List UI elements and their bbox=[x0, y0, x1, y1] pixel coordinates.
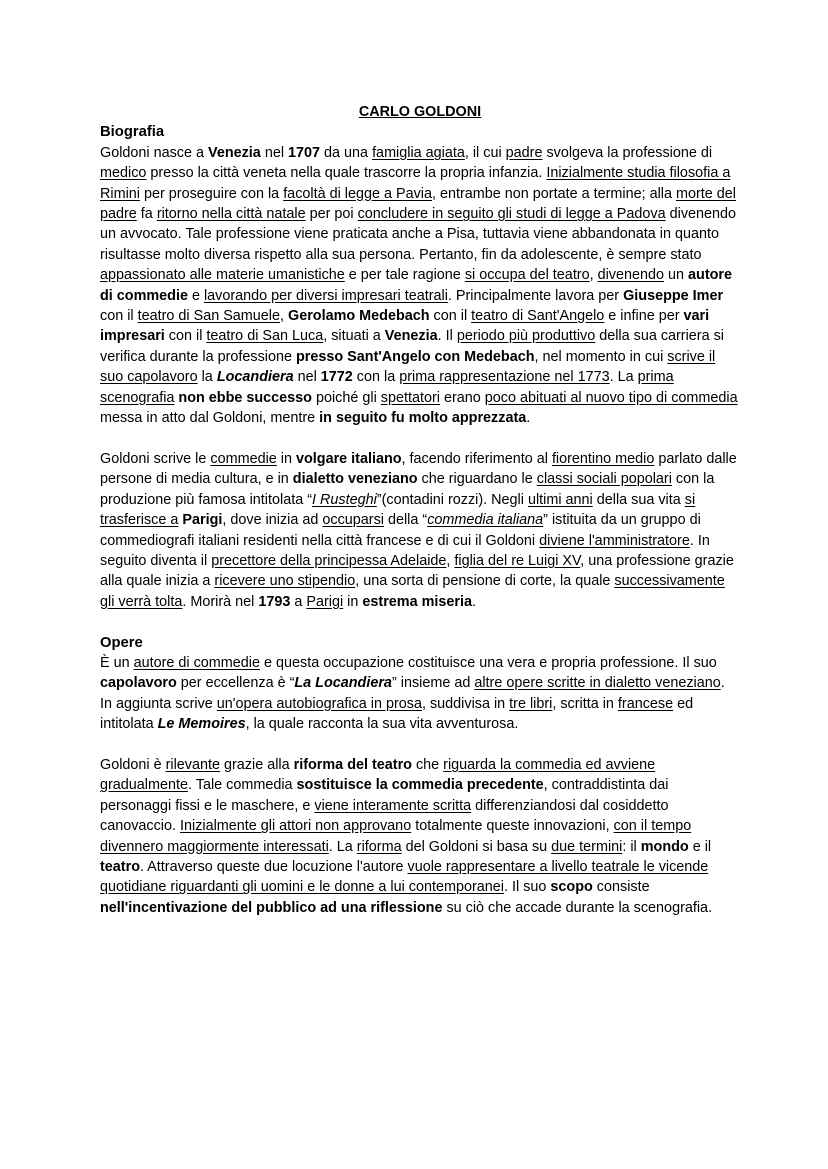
text-run: . Attraverso queste due locuzione l'autore bbox=[139, 858, 408, 875]
paragraph-gap bbox=[100, 429, 740, 449]
text-run: facoltà di legge a Pavia bbox=[283, 185, 432, 202]
text-run: Le Memoires bbox=[157, 716, 246, 733]
text-run: capolavoro bbox=[100, 675, 177, 692]
text-run: del Goldoni si basa su bbox=[401, 838, 552, 855]
text-run: si trasferisce a bbox=[100, 491, 696, 529]
text-run: , dove inizia ad bbox=[222, 512, 323, 529]
text-run: : il bbox=[622, 838, 641, 855]
text-run: autore di commedie bbox=[133, 654, 260, 671]
text-run: in bbox=[276, 450, 296, 467]
text-run: rilevante bbox=[165, 756, 221, 773]
text-run: occuparsi bbox=[322, 512, 384, 529]
text-run: sostituisce la commedia precedente bbox=[296, 777, 544, 794]
text-run: divenendo bbox=[597, 267, 665, 284]
text-run: con il bbox=[100, 308, 138, 325]
text-run: un bbox=[664, 267, 689, 284]
text-run: , nel momento in cui bbox=[534, 348, 668, 365]
text-run: Locandiera bbox=[216, 369, 294, 386]
text-run: medico bbox=[100, 165, 147, 182]
text-run: . La bbox=[328, 838, 357, 855]
text-run: , bbox=[446, 552, 455, 569]
text-run: parlato dalle persone di media cultura, e in bbox=[100, 450, 737, 488]
text-run: , bbox=[589, 267, 598, 284]
text-run: da una bbox=[320, 144, 373, 161]
text-run: erano bbox=[439, 389, 485, 406]
text-run: , suddivisa in bbox=[421, 695, 510, 712]
text-run: volgare italiano bbox=[295, 450, 402, 467]
text-run: e infine per bbox=[604, 308, 684, 325]
text-run: , entrambe non portate a termine; alla bbox=[432, 185, 676, 202]
text-run: con il bbox=[429, 308, 472, 325]
text-run: e il bbox=[688, 838, 712, 855]
text-run: 1793 bbox=[258, 593, 291, 610]
text-run: riforma bbox=[356, 838, 402, 855]
text-run: un'opera autobiografica in prosa bbox=[216, 695, 422, 712]
text-run: mondo bbox=[640, 838, 689, 855]
text-run: scrive il suo capolavoro bbox=[100, 348, 716, 386]
text-run: morte del padre bbox=[100, 185, 736, 223]
text-run: in bbox=[343, 593, 363, 610]
text-run: teatro di San Samuele bbox=[137, 308, 280, 325]
text-run: Goldoni scrive le bbox=[100, 450, 211, 467]
text-run: . Morirà nel bbox=[182, 593, 259, 610]
text-run: Goldoni nasce a bbox=[100, 144, 209, 161]
text-run: . In aggiunta scrive bbox=[100, 675, 725, 712]
text-run: svolgeva la professione di bbox=[542, 144, 713, 161]
text-run: non ebbe successo bbox=[178, 389, 312, 406]
text-run: Inizialmente studia filosofia a Rimini bbox=[100, 165, 731, 202]
text-run: consiste bbox=[592, 879, 650, 896]
text-run: prima scenografia bbox=[100, 369, 674, 406]
text-run: . Tale commedia bbox=[188, 777, 297, 794]
text-run: della sua carriera si verifica durante la professione bbox=[100, 328, 724, 365]
text-run: in seguito fu molto apprezzata bbox=[319, 410, 527, 427]
text-run: fa bbox=[136, 206, 157, 223]
text-run: e per tale ragione bbox=[344, 267, 465, 284]
document-page bbox=[100, 102, 740, 918]
text-run: due termini bbox=[551, 838, 623, 855]
text-run: 1772 bbox=[320, 369, 353, 386]
text-run: commedia italiana bbox=[427, 512, 544, 529]
text-run: , scritta in bbox=[552, 695, 618, 712]
text-run: ” istituita da un gruppo di commediografi italiani residenti nella città francese e di cui il Goldoni bbox=[100, 512, 701, 549]
section-heading-biografia: Biografia bbox=[100, 124, 165, 141]
text-run: che bbox=[411, 756, 444, 773]
text-run: riforma del teatro bbox=[293, 756, 412, 773]
text-run: della “ bbox=[383, 512, 428, 529]
text-run: divenendo un avvocato. Tale professione viene praticata anche a Pisa, tuttavia viene abbandonata in quanto risultasse molto diversa rispetto alla sua persona. Pertanto, fin da adolescente, è sempre stato bbox=[100, 206, 737, 263]
text-run: della sua vita bbox=[592, 491, 685, 508]
text-run: Venezia bbox=[384, 328, 438, 345]
text-run: commedie bbox=[210, 450, 277, 467]
text-run: viene interamente scritta bbox=[314, 797, 472, 814]
text-run: prima rappresentazione nel 1773 bbox=[399, 369, 610, 386]
text-run: con la bbox=[352, 369, 400, 386]
text-run: , una professione grazie alla quale inizia a bbox=[100, 552, 734, 590]
text-run: . In seguito diventa il bbox=[100, 532, 710, 569]
text-run: altre opere scritte in dialetto veneziano bbox=[474, 675, 721, 692]
text-run: . bbox=[526, 410, 531, 427]
text-run: totalmente queste innovazioni, bbox=[411, 818, 614, 835]
text-run: teatro di Sant'Angelo bbox=[471, 308, 605, 325]
text-run: , contraddistinta dai personaggi fissi e le maschere, e bbox=[100, 777, 669, 814]
text-run: classi sociali popolari bbox=[536, 471, 672, 488]
text-run: , facendo riferimento al bbox=[401, 450, 552, 467]
text-run: Giuseppe Imer bbox=[623, 287, 724, 304]
text-run: . Il suo bbox=[504, 879, 551, 896]
text-run: periodo più produttivo bbox=[456, 328, 596, 345]
text-run: presso la città veneta nella quale trascorre la propria infanzia. bbox=[146, 165, 547, 182]
text-run: . Principalmente lavora per bbox=[447, 287, 624, 304]
text-run: , il cui bbox=[464, 144, 506, 161]
text-run: scopo bbox=[550, 879, 593, 896]
text-run: , bbox=[280, 308, 288, 325]
text-run: poiché gli bbox=[311, 389, 381, 406]
text-run: , una sorta di pensione di corte, la quale bbox=[355, 573, 615, 590]
text-run: Parigi bbox=[182, 512, 223, 529]
document-title: CARLO GOLDONI bbox=[358, 104, 482, 120]
text-run: francese bbox=[617, 695, 674, 712]
text-run: padre bbox=[505, 144, 543, 161]
text-run: appassionato alle materie umanistiche bbox=[100, 267, 345, 284]
text-run: la bbox=[197, 369, 217, 386]
text-run: per proseguire con la bbox=[139, 185, 284, 202]
text-run: tre libri bbox=[509, 695, 553, 712]
text-run: I Rusteghi bbox=[312, 491, 377, 508]
text-run: Negli bbox=[491, 491, 528, 508]
text-run: ” insieme ad bbox=[391, 675, 475, 692]
text-run: . Il bbox=[437, 328, 457, 345]
text-run: con il tempo divennero maggiormente interessati bbox=[100, 818, 692, 855]
text-run: messa in atto dal Goldoni, mentre bbox=[100, 410, 320, 427]
text-run: concludere in seguito gli studi di legge a Padova bbox=[357, 206, 666, 223]
text-run: si occupa del teatro bbox=[464, 267, 590, 284]
text-run: teatro bbox=[100, 858, 140, 875]
text-run: per poi bbox=[305, 206, 358, 223]
text-run: lavorando per diversi impresari teatrali bbox=[203, 287, 448, 304]
text-run: . bbox=[472, 593, 476, 610]
text-run: ritorno nella città natale bbox=[156, 206, 306, 223]
text-run: estrema miseria bbox=[362, 593, 472, 610]
text-run: per eccellenza è “ bbox=[176, 675, 295, 692]
text-run: È un bbox=[100, 654, 134, 671]
text-run: diviene l'amministratore bbox=[539, 532, 690, 549]
text-run: ”(contadini rozzi). bbox=[376, 491, 492, 508]
text-run: spettatori bbox=[380, 389, 440, 406]
text-run: ricevere uno stipendio bbox=[214, 573, 356, 590]
text-run: ultimi anni bbox=[527, 491, 593, 508]
section-heading-opere: Opere bbox=[100, 634, 143, 651]
text-run: e bbox=[187, 287, 204, 304]
text-run: famiglia agiata bbox=[372, 144, 465, 161]
text-run: successivamente gli verrà tolta bbox=[100, 573, 725, 610]
text-run: autore di commedie bbox=[100, 267, 733, 304]
text-run: su ciò che accade durante la scenografia. bbox=[442, 899, 713, 916]
text-run: Goldoni è bbox=[100, 756, 166, 773]
text-run: grazie alla bbox=[220, 756, 294, 773]
paragraph-gap bbox=[100, 735, 740, 755]
text-run: figlia del re Luigi XV bbox=[454, 552, 581, 569]
text-run: riguarda la commedia ed avviene gradualmente bbox=[100, 756, 656, 794]
text-run: con il bbox=[164, 328, 207, 345]
text-run: vuole rappresentare a livello teatrale le vicende quotidiane riguardanti gli uomini e le donne a lui contemporanei bbox=[100, 858, 709, 896]
text-run: ed intitolata bbox=[100, 695, 694, 733]
text-run: poco abituati al nuovo tipo di commedia bbox=[484, 389, 738, 406]
text-run: , la quale racconta la sua vita avventurosa. bbox=[245, 716, 519, 733]
text-run: fiorentino medio bbox=[551, 450, 655, 467]
text-run: vari impresari bbox=[100, 308, 710, 345]
text-run: Venezia bbox=[208, 144, 261, 161]
paragraph-opere-1 bbox=[100, 653, 740, 735]
text-run: nell'incentivazione del pubblico ad una riflessione bbox=[100, 899, 443, 916]
text-run: nel bbox=[293, 369, 321, 386]
text-run: 1707 bbox=[288, 144, 321, 161]
text-run: La Locandiera bbox=[294, 675, 392, 692]
text-run: differenziandosi dal cosiddetto canovaccio. bbox=[100, 797, 669, 835]
text-run: , situati a bbox=[323, 328, 385, 345]
text-run: che riguardano le bbox=[417, 471, 537, 488]
text-run: Inizialmente gli attori non approvano bbox=[180, 818, 412, 835]
text-run: dialetto veneziano bbox=[292, 471, 418, 488]
text-run: precettore della principessa Adelaide bbox=[211, 552, 447, 569]
paragraph-gap bbox=[100, 612, 740, 632]
text-run: teatro di San Luca bbox=[206, 328, 324, 345]
paragraph-biografia-1 bbox=[100, 143, 740, 429]
text-run: Gerolamo Medebach bbox=[288, 308, 430, 325]
paragraph-biografia-2 bbox=[100, 449, 740, 612]
text-run: Parigi bbox=[306, 593, 344, 610]
text-run: presso Sant'Angelo con Medebach bbox=[295, 348, 535, 365]
text-run: con la produzione più famosa intitolata “ bbox=[100, 471, 715, 508]
text-run: e questa occupazione costituisce una vera e propria professione. Il suo bbox=[260, 654, 717, 671]
paragraph-opere-2 bbox=[100, 755, 740, 918]
text-run: . La bbox=[609, 369, 638, 386]
text-run: nel bbox=[260, 144, 289, 161]
text-run: a bbox=[290, 593, 307, 610]
